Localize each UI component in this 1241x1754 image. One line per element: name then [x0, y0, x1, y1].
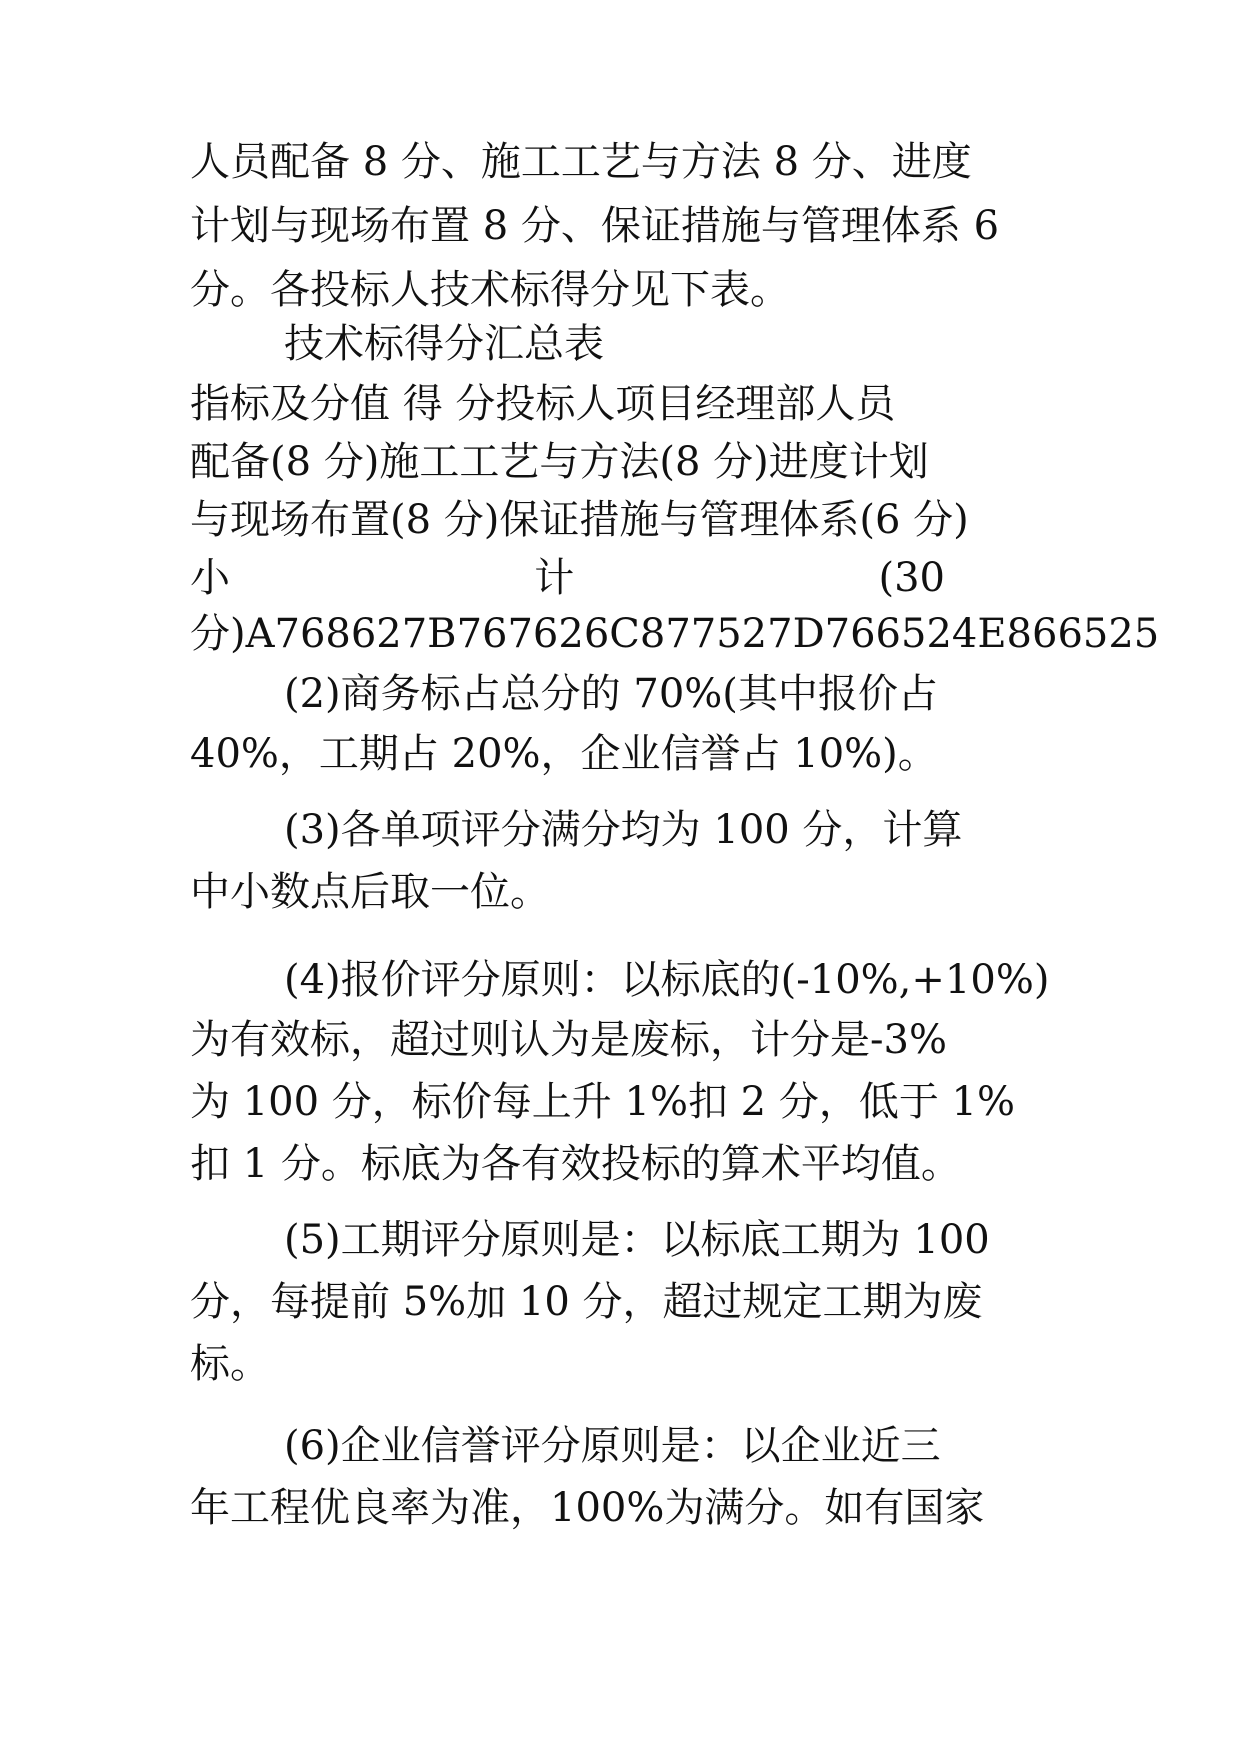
table-spread-line: [190, 546, 945, 610]
text-line: 为 100 分，标价每上升 1%扣 2 分，低于 1%: [190, 1079, 1015, 1125]
table-score-line: 分)A768627B767626C877527D766524E866525: [190, 611, 1160, 657]
table-text-line: 指标及分值 得 分投标人项目经理部人员: [190, 381, 896, 427]
table-spread-word: 小: [190, 555, 230, 601]
text-line: (5)工期评分原则是：以标底工期为 100: [284, 1217, 990, 1263]
table-spread-word: (30: [878, 555, 945, 601]
text-line: 分。各投标人技术标得分见下表。: [190, 267, 790, 313]
text-line: (4)报价评分原则：以标底的(-10%,+10%): [284, 957, 1050, 1003]
text-line: 分，每提前 5%加 10 分，超过规定工期为废: [190, 1279, 983, 1325]
text-line: 为有效标，超过则认为是废标，计分是-3%: [190, 1017, 947, 1063]
text-line: (2)商务标占总分的 70%(其中报价占: [284, 671, 938, 717]
table-title: 技术标得分汇总表: [284, 321, 604, 367]
text-line: 40%，工期占 20%，企业信誉占 10%)。: [190, 731, 938, 777]
text-line: (6)企业信誉评分原则是：以企业近三: [284, 1423, 941, 1469]
text-line: 标。: [190, 1341, 270, 1387]
text-line: 计划与现场布置 8 分、保证措施与管理体系 6: [190, 203, 1000, 249]
table-text-line: 与现场布置(8 分)保证措施与管理体系(6 分): [190, 497, 969, 543]
text-line: 年工程优良率为准，100%为满分。如有国家: [190, 1485, 985, 1531]
table-spread-word: 计: [534, 555, 575, 601]
text-line: 中小数点后取一位。: [190, 869, 550, 915]
text-line: 扣 1 分。标底为各有效投标的算术平均值。: [190, 1141, 961, 1187]
text-line: 人员配备 8 分、施工工艺与方法 8 分、进度: [190, 139, 972, 185]
table-text-line: 配备(8 分)施工工艺与方法(8 分)进度计划: [190, 439, 929, 485]
text-line: (3)各单项评分满分均为 100 分，计算: [284, 807, 963, 853]
